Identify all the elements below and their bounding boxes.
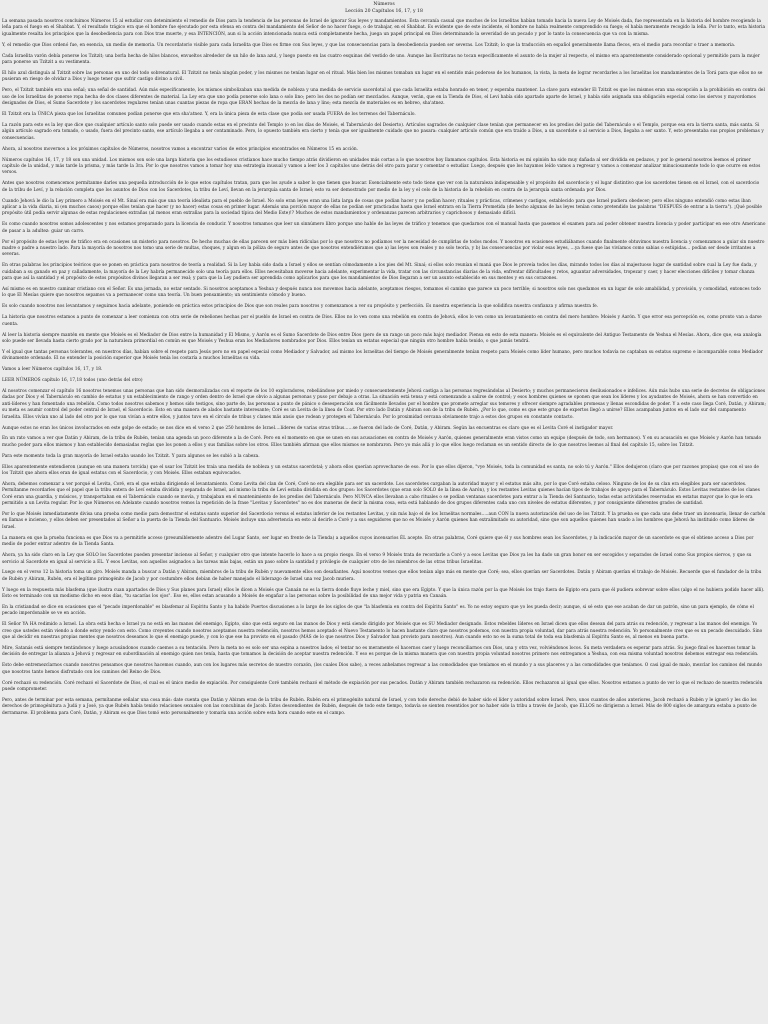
paragraph: Por el propósito de estas leyes de tráfico era en ocasiones un misterio para nosotros. De hecho muchas de ellas parecen ser más bien ridículas por lo que nosotros no podíamos ver la necesidad de cumplirlas de todos modos. Y nosotros en ocasiones estudiábamos cuando finalmente obtuvimos nuestra licencia y comenzamos a guiar sin nuestro madre o padre a nuestro lado. Para la mayoría de nosotros nos tomo una serie de multas, choques, y algun en la póliza de seguro antes de que nosotros entendiéramos que a) las leyes son reales y no solo teoría, y b) las consecuencias por violar esas leyes, …ya fuese que las vivíamos como sabias o estúpidas… podían ser desde irritantes a severas. — [2, 239, 765, 258]
paragraph: El Señor YA HA redimido a Israel. La obra está hecha e Israel ya no está en las manos del enemigo, Egipto, sino que está seguro en las manos de Dios y está siendo dirigido por Moisés que es SU Mediador designado. Estos rebeldes líderes en Israel dicen que ellos desean del para atrás su redención, y regresar a las manos del enemigo. Yo creo que ustedes están viendo a donde estoy yendo con esto. Como creyentes cuando nosotros aceptamos nuestra redención, nosotros hemos aceptado el Nuevo Testamento lo hacen bastante claro que nosotros podemos, con nuestra propia voluntad, dar para atrás nuestra redención. Yo personalmente creo que es un pecado descuidado. Sino que al decidir en nuestras propias mentes que nosotros deseamos lo que el enemigo puede, y con lo que ese ha provisto en el pasado (MÁS de lo que nosotros Dios y Salvador han provisto para nosotros). Aun cuando esto no es la suma total de toda esa blasfemia al Espíritu Santo es, al menos en buena parte. — [2, 622, 763, 641]
paragraph: Vamos a leer Números capítulos 16, 17, y 18. — [2, 367, 103, 373]
paragraph: Para este momento toda la gran mayoría de Israel estaba usando los Tzitzit. Y para algunos se les subió a la cabeza. — [2, 453, 260, 459]
paragraph: La razón para esto es la ley que dice que cualquier artículo santo solo puede ser usado cuando estas en el precinto del Templo (o en los días de Moisés, el Tabernáculo del Desierto). Artículos sagrados de cualquier clase tenían que permanecer en los predios del patio del Tabernáculo o el Templo, porque esa era la tierra santa, más santa. Si algún artículo sagrado era tomado, o usado, fuera del precinto santo, ese artículo llegaba a ser contaminado. Pero, lo opuesto también era cierto y tenía que ser igualmente cuidado que no pasara: cualquier artículo común que era traído a Dios, a un sacerdote o al servicio a Dios, llegaba a ser santo. Y, esto presentaba sus propios problemas y consecuencias. — [2, 122, 764, 141]
paragraph: En otras palabras los principios teóricos que se ponen en práctica para nosotros de teoría a realidad. Si la Ley había sido dada a Israel y ellos se sentían cómodamente a los pies del Mt. Sinaí; si ellos solo reunían el maná que Dios le proveía todos los días, mirando todos los días al majestuoso lugar de santidad sobre cual la Ley fue dada, y cuidaban a su ganado en paz y calladamente, la mayoría de la Ley habría permanecido solo una teoría para ellos. Ellos necesitaban moverse hacia adelante, experimentar la vida, tratar con las circunstancias diarias de la vida, enfrentar dificultades y retos, aguantar adversidades, tropezar y caer, y hacer elecciones difíciles y tomar chanza para que así la santidad y el propósito de estos propósitos divinos llegaran a ser real; y para que la Ley pudiera ser aprendida como aplicarlos para que los mandamientos de Dios llegaran a ser un asunto establecido en sus mentes y en sus corazones. — [2, 263, 757, 282]
paragraph: La manera en que la prueba funciona es que Dios va a permitirle acceso (presumiblemente adentro del Lugar Santo, ser lugar en frente de la Tienda) a aquellos cuyos incensarios ÉL acepte. En otras palabras, Coré quiere que él y sus hombres sean los Sacerdotes, y la indicación mayor de un sacerdote es que el obtiene acceso a Dios por medio de poder entrar adentro de la Tienda Santa. — [2, 535, 754, 548]
paragraph: Es como cuando nosotros somos adolescentes y nos estamos preparando para la licencia de conducir. Y nosotros tomamos que leer un sinnúmero libro porque uno hable de las leyes de tráfico y tenemos que quedarnos con el manual hasta que pasemos el examen para así poder obtener nuestra licencia y poder participar en ese otro Americano de pasar a la adultez: guiar un carro. — [2, 222, 766, 234]
paragraph: Luego en el verso 12 la historia toma un giro. Moisés manda a buscar a Datán y Abiram, miembros de la tribu de Rubén y nuevamente ellos son desafiantes. Aquí nosotros vemos que ellos tenían algo más en mente que Coré; sea, ellos querían ser Sacerdotes. Datán y Abiram querían el trabajo de Moisés. Recuerde que el fundador de la tribu de Rubén y Abiram, Rubén, era el legítimo primogénito de Jacob y por costumbre ellos debían de haber manejado el liderazgo de Israel una vez Jacob muriera. — [2, 570, 762, 582]
document-body — [2, 19, 766, 717]
paragraph: El Tzitzit era la ÚNICA pieza que los Israelitas comunes podían ponerse que era sha'atnez. Y, era la única pieza de esta clase que podía ser usada FUERA de los terrenos del Tabernáculo. — [2, 111, 416, 117]
paragraph: Por lo que Moisés inmediatamente divisa una prueba como medio para demostrar el estatus santo superior del Sacerdocio versus el estatus inferior de los restantes Levitas, y sin más bajo el de los Israelitas normales…..aun CON la nueva autorización del uso de los Tzitzit. Y la prueba es que cada uno debe traer un incensario, llenar de carbón en llamas e incienso, y ellos deben ser presentados al Señor a la puerta de la Tienda del Santuario. Moisés incluye una advertencia en esto al decirle a Coré y a sus seguidores que no es Moisés y Aarón quienes han extralimitado su autoridad, sino que son aquellos quienes han usado a los hombres que Jehová ha instituido como líderes de Israel. — [2, 512, 766, 530]
paragraph: La historia que nosotros estamos a punto de comenzar a leer comienza con otra serie de rebeliones hechas por el pueblo de Israel en contra de Dios. Ellos no lo ven como una rebelión en contra de Jehová, ellos lo ven como un levantamiento en contra del mero hombre: Moisés y Aarón. Y que error esa percepción es, como pronto van a darse cuenta. — [2, 315, 762, 327]
paragraph: Ahora, ya ha sido claro en la Ley que SOLO los Sacerdotes pueden presentar incienso al Señor, y cualquier otro que intente hacerlo lo hace a su propio riesgo. En el verso 9 Moisés trata de recordarle a Coré y a esos Levitas que Dios ya les ha dado un gran honor en ser escogidos y separados de Israel como Sus propios siervos, y que su servicio al Sacerdote en igual al servicio a EL. Y esos Levitas, son aquellos asignados a las tareas más bajas, están un paso sobre la santidad y privilegio de cualquier otro de los miembros de las otras tribus Israelitas. — [2, 553, 752, 565]
paragraph: El hilo azul distinguía al Tzitzit sobre las personas en uno del todo sobrenatural. El Tzitzit no tenía ningún poder, y los mismos no tenían lugar en el ritual. Más bien los mismos tomaban un lugar en el sentido más poderoso de los humanos, la vista, la meta de lograr recordarles a los Israelitas los mandamientos de la Torá para que ellos no se pusieran en riesgo de olvidar a Dios y luego tener que sufrir castigo divino a civil. — [2, 70, 763, 83]
paragraph: Al nosotros comenzar el capítulo 16 nosotros tenemos unas personas que han sido desmoralizadas con el reporte de los 10 exploradores, rebeliándose por miedo y consecuentemente Jehová castiga a las personas regresándolas al Desierto; y muchos permanecieron desilusionados e infelices. Aún más hubo una serie de decretos de obligaciones dadas por Dios y el Tabernáculo en cambio de estatus y un establecimiento de rango y orden dentro de Israel que obvio a algunas personas y puso por debajo a otras. La situación está tensa y está comenzando a salirse de control; y esos hombres quienes se oponen que sean los líderes y los ayudantes de Moisés, ahora se han convertido en anti-líderes y han fomentado una rebelión. Como todos nosotros sabemos y hemos sido testigos, sino parte de, las personas a punto de pánico o desesperación son fácilmente llevados por el hombre que promete arreglar sus temores y ofrecer siempre agradables promesas y llenas escondidas de poder. Y a este caso llega Coré, Datán, y Abiram; su meta es asumir control del poder central de Israel, el Sacerdocio. Esto en una manera de alados bastante interesante; Coré es un Levita de la línea de Coat. Por otro lado Datán y Abiram son de la tribu de Rubén. ¿Por lo que, como es que este grupo de expertos llegó a unirse? Ellos acampaban juntos en el lado sur del campamento Israelita. Ellos vivían uno al lado del otro por lo que van vivían a entre ellos, y juntos tuvo en el círculo de tribus y clanes más ansio que rodean y protegen el Tabernáculo. Por lo proximidad cercana obviamente trajo a estos dos grupos en constante contacto. — [2, 388, 766, 420]
paragraph: Ahora, debemos comenzar a ver porqué el Levita, Coré, era el que estaba dirigiendo el levantamiento. Como Levita del clan de Coré, Coré no era elegible para ser un sacerdote. Los sacerdotes cargaban la autoridad mayor y el estatus más alto, por lo que Coré estaba celoso. Ninguno de los de su clan era elegibles para ser sacerdotes. Permítanme recordarles que el papel que la tribu entera de Leví estaba dividida y separada de Israel, así mismo la tribu de Leví estaba dividida en dos grupos: los Sacerdotes (que eran solo SOLO de la línea de Aarón), y los restantes Levitas quienes hacían tipos de trabajos de apoyo para el Tabernáculo. Estos Levitas restantes de los clanes Coré eran una guardia, y músicos, y transportaban en el Tabernáculo cuando se movía, y trabajaban en el mantenimiento de los predios del Tabernáculo. Pero NUNCA ellos llevaban a cabo rituales o se podían ventanas sacerdotes para entrar a la Tienda del Santuario, todas estas actividades reservadas en estatus mayor que lo que le era permitido a un Levita regular. Por lo que Números en Adelante cuando nosotros vemos la repetición de la frase "Levitas y Sacerdotes" no es dos maneras de decir la misma cosa, esta está hablando de dos grupos diferentes cada uno con niveles de estatus diferentes, y por consiguiente diferentes grados de santidad. — [2, 481, 760, 507]
paragraph: Cada Israelita varón debía ponerse los Tzitzit; una borla hecha de hilos blancos, envueltos alrededor de un hilo de lana azul, y luego puesto en las cuatro esquinas del vestido de uno. Aunque las Escrituras no tocan específicamente el asunto de la mujer al respecto, el mismo era aparentemente considerado opcional y permitido para la mujer para ponerse un Tzitzit a su vestimenta. — [2, 53, 760, 66]
paragraph: Pero, antes de terminar por esta semana, permítanme señalar una cosa más: date cuenta que Datán y Abiram eran de la tribu de Rubén. Rubén era el primogénito natural de Israel, y con todo derecho debió de haber sido el líder y autoridad sobre Israel. Pero, unos cuantos de años anteriores, Jacob rechazó a Rubén y le ignoró y les dio los derechos de primogénitura a Judá y a José, ya que Rubén había tenido relaciones sexuales con las concubinas de Jacob. Estos descendientes de Rubén, después de todo este tiempo, todavía se sienten resentidos por no haber sido la tribu a través de Jacob, que ELLOS no dirigieran a Israel. Más de 800 siglos de amargura estaba a punto de derramarse. El problema para Coré, Datán, y Abiram es que Dios tomó esto personalmente y tomaría una acción sobre esta hora cuando este en el campo. — [2, 698, 757, 716]
paragraph: La semana pasada nosotros concluimos Números 15 al estudiar con detenimiento el remedio de Dios para la tendencia de las personas de Israel de ignorar Sus leyes y mandamientos. Esta cercanía casual que muchos de los Israelitas habían tomado hacia la nueva Ley de Moisés dada, fue representada en la historia del hombre recogiendo la leña para el fuego en el Shabbat. Y, el resultado trágico era que el hombre fue ejecutado por esta ofensa en contra del mandamiento del Señor de no hacer fuego, o de trabajar, en el Shabbat. Es evidente que de este incidente, el hombre no había realmente comprendido su fuego; el había meramente recogido la leña. Por lo tanto, esta historia igualmente resalta los principios que la desobediencia para con Dios trae muerte, y esa INTENCIÓN, aun si la acción intencionada nunca está completamente hecha, juega un papel principal en Dios determinando la severidad de un pecado y por lo tanto la consecuencia que va con la misma. — [2, 19, 766, 37]
paragraph: Y luego en la respuesta más blasfema (que ilustra cuan apartados de Dios y Sus planes para Israel) ellos le dicen a Moisés que Canaán no es la tierra donde fluye leche y miel, sino que era Egipto. Y que la única razón por la que Moisés los trajo fuera de Egipto era para que él pudiera sobrevar sobre ellos (algo el no hubiera podido hacer allí). Esto es terminado con un modismo dicho en esos días, "tu sacarías los ojos". Eso es, ellos estan acusando a Moisés de engañar a las personas sobre la posibilidad de una mejor vida y patria en Canaán. — [2, 587, 765, 600]
document-title: Números — [373, 2, 395, 7]
paragraph: Ellos aparentemente entendieron (aunque en una manera torcida) que el usar los Tzitzit les traía una medida de nobleza y un estatus sacerdotal; y ahora ellos querían aprovecharse de eso. Por lo que ellos dijeron, "vye Moisés, toda la comunidad es santa, no solo tú y Aarón." Ellos dedujeron (claro que por razones propias) que con el uso de los Tzitzit que ahora ellos eran de igual estatus con el Sacerdocio, y con Moisés. Ellos estaban equivocados. — [2, 464, 759, 477]
paragraph: Ahora, al nosotros movernos a los próximos capítulos de Números, nosotros vamos a encontrar varios de estos principios encontrados en Números 15 en acción. — [2, 146, 359, 152]
paragraph: Antes que nosotros comencemos permítanme darles una pequeña introducción de lo que estos capítulos tratan, para que los ayude a saber lo que tienen que buscar. Esencialmente esto todo tiene que ver con la naturaleza indispensable y el propósito del sacerdocio y el lugar distintivo que los sacerdotes tienen en el Israel, con el sacerdocio de la tribu de Leví, y la relación completa que los asuntos de Dios con los Sacerdotes, la tribu de Leví, llevan en la jerarquía santa de Israel; esto va ser demostrado por medio de la ley y el celo de la historia de la rebelión en contra de la jerarquía santa ordenada por Dios. — [2, 181, 760, 193]
paragraph: Esto debe entremezclarnos cuando nosotros pensamos que nosotros hacemos cuando, aun con los lugares más secretos de nuestro corazón, (los cuales Dios sabe), a veces anhelamos regresar a las comodidades que teníamos en el mundo y a sus placeres y a las comodidades que teníamos. O casi igual de malo, mezclar los caminos del mundo que nosotros tanto hemos disfrutado con los caminos del Reino de Dios. — [2, 663, 763, 675]
paragraph: Y, el remedio que Dios ordenó fue, en esencia, un medio de memoria. Un recordatorio visible para cada Israelita que Dios es firme con Sus leyes, y que las consecuencias para la desobediencia pueden ser severas. Los Tzitzit; lo que la traducción en español generalmente llama flecos, era el medio para recordar o traer a memoria. — [2, 42, 736, 48]
paragraph: Cuando Jehová le dio la Ley primero a Moisés en el Mt. Sinaí era más que una teoría idealista para el pueblo de Israel. No solo eran leyes eran una lista larga de cosas que podían hacer y no podían hacer; rituales y prácticas, crímenes y castigos, establecido para que Israel pudiera obedecer; pero ellos ninguno entendió como estas iban aplicar a la vida diaria, ni (en muchos casos) porque ellos tenían que hacer (y no hacer) estas cosas en primer lugar. Además una porción mayor de ellas no podían ser practicadas hasta que Israel entrara en la Tierra Prometida (de hecho algunas de las leyes tenían como pretendido las palabras "DESPUÉS de entrar a la tierra"). ¡Qué posible propósito útil podía servir algunas de estas regulaciones extrañas (al menos eran extrañas para la sociedad típica del Medio Este)!? Muchos de estos mandamientos y ordenanzas parecen arbitrarios y caprichosos y demasiado difícil. — [2, 198, 762, 217]
paragraph: Coré rechazó su redención. Coré rechazó el Sacerdote de Dios, el cual es el único medio de expiación. Por consiguiente Coré también rechazó el método de expiación por sus pecados. Datán y Abiram también rechazaron su redención. Ellos rechazaron al igual que ellos. Nosotros estamos a punto de ver lo que el rechazo de nuestra redención puede comprometer. — [2, 680, 763, 693]
paragraph: Mire, Satanás está siempre tentándonos y luego acusándonos cuando caemos a su tentación. Pero la meta no es solo ser una espina a nuestros lados; el tentar no es meramente el hacernos caer y luego reconciliarnos con Dios, una y otra vez, volviéndonos locos. Su meta verdadera es esperar para atrás. Su juego final es hacernos tomar la decisión de entregar la alianza a Jehová y regresar en subordinación al enemigo quien nos tenía, hasta que tomamos la decisión de aceptar nuestra redención. Y eso es porque de la misma manera que con nuestra propia voluntad nosotros primero nos entregamos a Yeshua, con esa misma voluntad nosotros debemos entregar esa redención. — [2, 646, 759, 658]
paragraph: En la cristiandad se dice en ocasiones que el "pecado imperdonable" es blasfemar al Espíritu Santo y ha habido Puertos discusiones a lo largo de los siglos de que "la blasfemia en contra del Espíritu Santo" es. Yo no estoy seguro que yo les pueda decir; aunque, si sé esto que ese acaban de dar un patrón, sino un para ejemplo, de cómo el pecado imperdonable se ve en acción. — [2, 605, 754, 617]
paragraph: Números capítulos 16, 17, y 18 son una unidad. Los mismos son solo una larga historia que los estudiosos cristianos hace mucho tiempo atrás dividieron en unidades más cortas a lo que nosotros hoy llamamos capítulos. Esta historia es mi opinión ha sido muy dañada al ser dividida en pedazos, y por lo general nosotros leemos el primer capítulo de la unidad, y más tarde la prisma, y más tarde la 3ra. Por lo que nosotros vamos a tomar hoy una estrategia inusual y vamos a leer los 3 capítulos uno detrás del otro para parar y comentar o estudiar. Luego, después que los hayamos leído vamos a regresar y vamos a comenzar analizar minuciosamente todo lo que ocurre en estos versos. — [2, 157, 761, 176]
paragraph: Al leer la historia siempre mantén en mente que Moisés es el Mediador de Dios entre la humanidad y El Mismo, y Aarón es el Sumo Sacerdote de Dios entre Dios (pero de un rango un poco más bajo) mediador. Piensa en esto de esta manera: Moisés es el equivalente del Antiguo Testamento de Yeshua el Mesías. Ahora, dice que, esa analogía solo puede ser llevada hasta cierto grado por la naturaleza primordial en común es que Moisés y Yeshua eran los Mediadores nombrados por Dios. Ellos tenían un estatus especial que ningún otro hombre había tenido, o que jamás tendrá. — [2, 332, 762, 344]
paragraph: Y el igual que tantas personas tolerantes, en nuestros días, habían sobre el respeto para Jesús pero no en papel especial como Mediador y Salvador, así mismo los Israelitas del tiempo de Moisés generalmente tenían respeto para Moisés como líder humano, pero muchos todavía no captaban su estatus supremo e incomparable como Mediador divinamente ordenado. El no entender la posición superior que Moisés tenía los costaría a muchos Israelitas su vida. — [2, 349, 763, 362]
paragraph: Así mismo es en nuestro caminar cristiano con el Señor. Es una jornada, no estar sentado. Si nosotros aceptamos a Yeshua y después nunca nos movemos hacia adelante, aceptamos riesgos, tomamos el camino que parece un poco terrible; si nosotros solo nos quedamos en un lugar de solo amabilidad, y provisión, y comodidad, entonces todo lo que El Mesías quiere que nosotros sepamos va a permanecer como una teoría. Un buen pensamiento; un sentimiento cómodo y bueno. — [2, 287, 761, 299]
paragraph: En un rato vamos a ver que Datán y Abiram, de la tribu de Rubén, tenían una agenda un poco diferente a la de Coré. Pero en el momento en que se unen en sus acusaciones en contra de Moisés y Aarón, quienes generalmente eran vistos como un equipo (después de todo, son hermanos). Y en su acusación es que Moisés y Aarón han tomado mucho poder para ellos mismos y han establecido demasiadas reglas que los ponen a ellos y sus familias sobre los otros. Ellos también afirman que ellos mismos se nombraron. Pero yo más allá y lo que ellos luego reclaman es un sentido directo de lo que nosotros leemos al final del capítulo 15, sobre los Tzitzit. — [2, 436, 762, 448]
lesson-subtitle: Lección 20 Capítulos 16, 17, y 18 — [345, 9, 423, 14]
paragraph: Aunque estos no eran los únicos involucrados en este golpe de estado; se nos dice en el verso 2 que 250 hombres de Israel….líderes de varias otras tribus……se fueron del lado de Coré, Datán, y Abiram. Según las encuentras es claro que es el Levita Coré el instigador mayor. — [2, 425, 614, 431]
paragraph: LEER NÚMEROS capítulo 16, 17,18 todos (uno detrás del otro) — [2, 378, 143, 384]
paragraph: Es solo cuando nosotros nos levantamos y seguimos hacia adelante, poniendo en práctica estos principios de Dios que son reales para nosotros y comenzamos a ver su propósito y perfección. Es nuestra experiencia la que solidifica nuestra confianza y afirma nuestra fe. — [2, 304, 599, 310]
paragraph: Pero, el Tzitzit también era una señal; una señal de santidad. Aún más específicamente, los mismos simbolizaban una medida de nobleza y una medida de servicio sacerdotal al que cada Israelita estaba honrado en tener, y esperaba mantener. La clave para entender El Tzitzit es que los mismos eran una excepción a la prohibición en contra del uso de los Israelitas de ponerse ropa hecha de dos clases diferentes de material. La Ley era que uno podía ponerse solo lana o solo lino; pero los dos no podían ser mezclados. Aunque, verán, que en la Tienda de Dios, el Levi había sido apartado aparte de Israel, y había sido asignada una obligación especial como los siervos y mayordomos designados de Dios, el Sumo Sacerdote y los sacerdotes regulares tenían unas cuantas piezas de ropa que ERAN hechas de la mezcla de lana y lino; esta mezcla de materiales es en hebreo, sha'atnez. — [2, 88, 765, 107]
